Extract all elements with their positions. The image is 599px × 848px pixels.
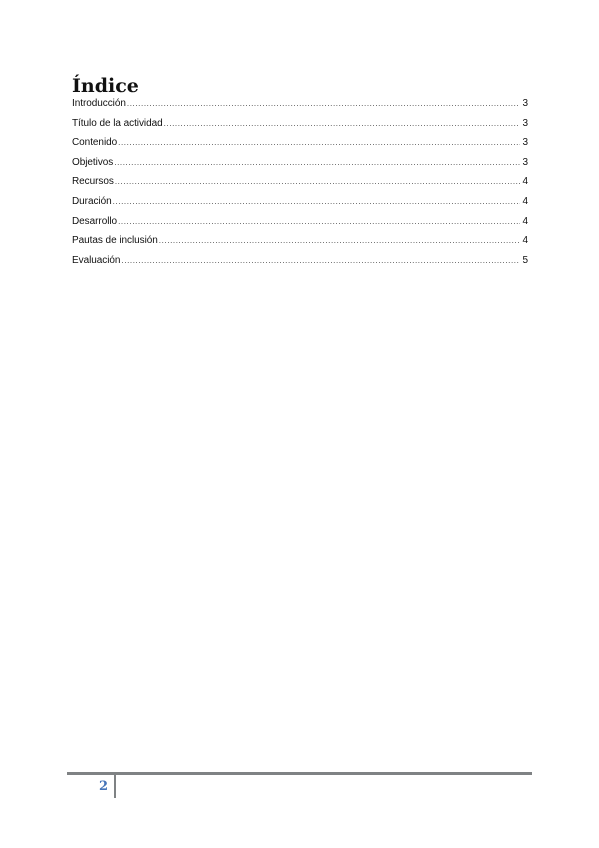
footer-rule (67, 772, 532, 775)
toc-entry-label: Pautas de inclusión (72, 235, 158, 247)
toc-entry-contenido[interactable] (72, 133, 528, 153)
table-of-contents-title: Índice (72, 75, 139, 97)
toc-entry-pautas-de-inclusion[interactable] (72, 231, 528, 251)
toc-dot-leader (118, 133, 520, 153)
toc-dot-leader (114, 153, 520, 173)
toc-entry-objetivos[interactable] (72, 153, 528, 173)
toc-entry-label: Título de la actividad (72, 117, 163, 129)
table-of-contents-list (72, 94, 528, 270)
toc-entry-label: Recursos (72, 176, 114, 188)
footer-page-number: 2 (99, 779, 109, 794)
toc-dot-leader (164, 114, 520, 134)
toc-entry-label: Contenido (72, 137, 118, 149)
toc-entry-label: Evaluación (72, 254, 121, 266)
toc-entry-page-number: 4 (522, 215, 528, 227)
toc-entry-recursos[interactable] (72, 172, 528, 192)
footer-divider (114, 775, 116, 798)
toc-entry-page-number: 4 (522, 176, 528, 188)
toc-entry-page-number: 3 (522, 137, 528, 149)
toc-dot-leader (127, 94, 520, 114)
toc-dot-leader (118, 212, 520, 232)
toc-dot-leader (113, 192, 520, 212)
toc-entry-page-number: 5 (522, 254, 528, 266)
toc-entry-introduccion[interactable] (72, 94, 528, 114)
toc-entry-label: Introducción (72, 98, 126, 109)
toc-entry-label: Duración (72, 195, 112, 207)
toc-dot-leader (159, 231, 520, 251)
toc-entry-page-number: 4 (522, 195, 528, 207)
toc-entry-label: Desarrollo (72, 215, 118, 227)
toc-dot-leader (115, 172, 520, 192)
toc-dot-leader (121, 251, 520, 271)
toc-entry-page-number: 4 (522, 235, 528, 247)
toc-entry-page-number: 3 (522, 156, 528, 168)
toc-entry-page-number: 3 (522, 117, 528, 129)
toc-entry-page-number: 3 (522, 98, 528, 109)
toc-entry-duracion[interactable] (72, 192, 528, 212)
toc-entry-label: Objetivos (72, 156, 114, 168)
toc-entry-titulo-de-la-actividad[interactable] (72, 114, 528, 134)
toc-entry-desarrollo[interactable] (72, 212, 528, 232)
toc-entry-evaluacion[interactable] (72, 251, 528, 271)
